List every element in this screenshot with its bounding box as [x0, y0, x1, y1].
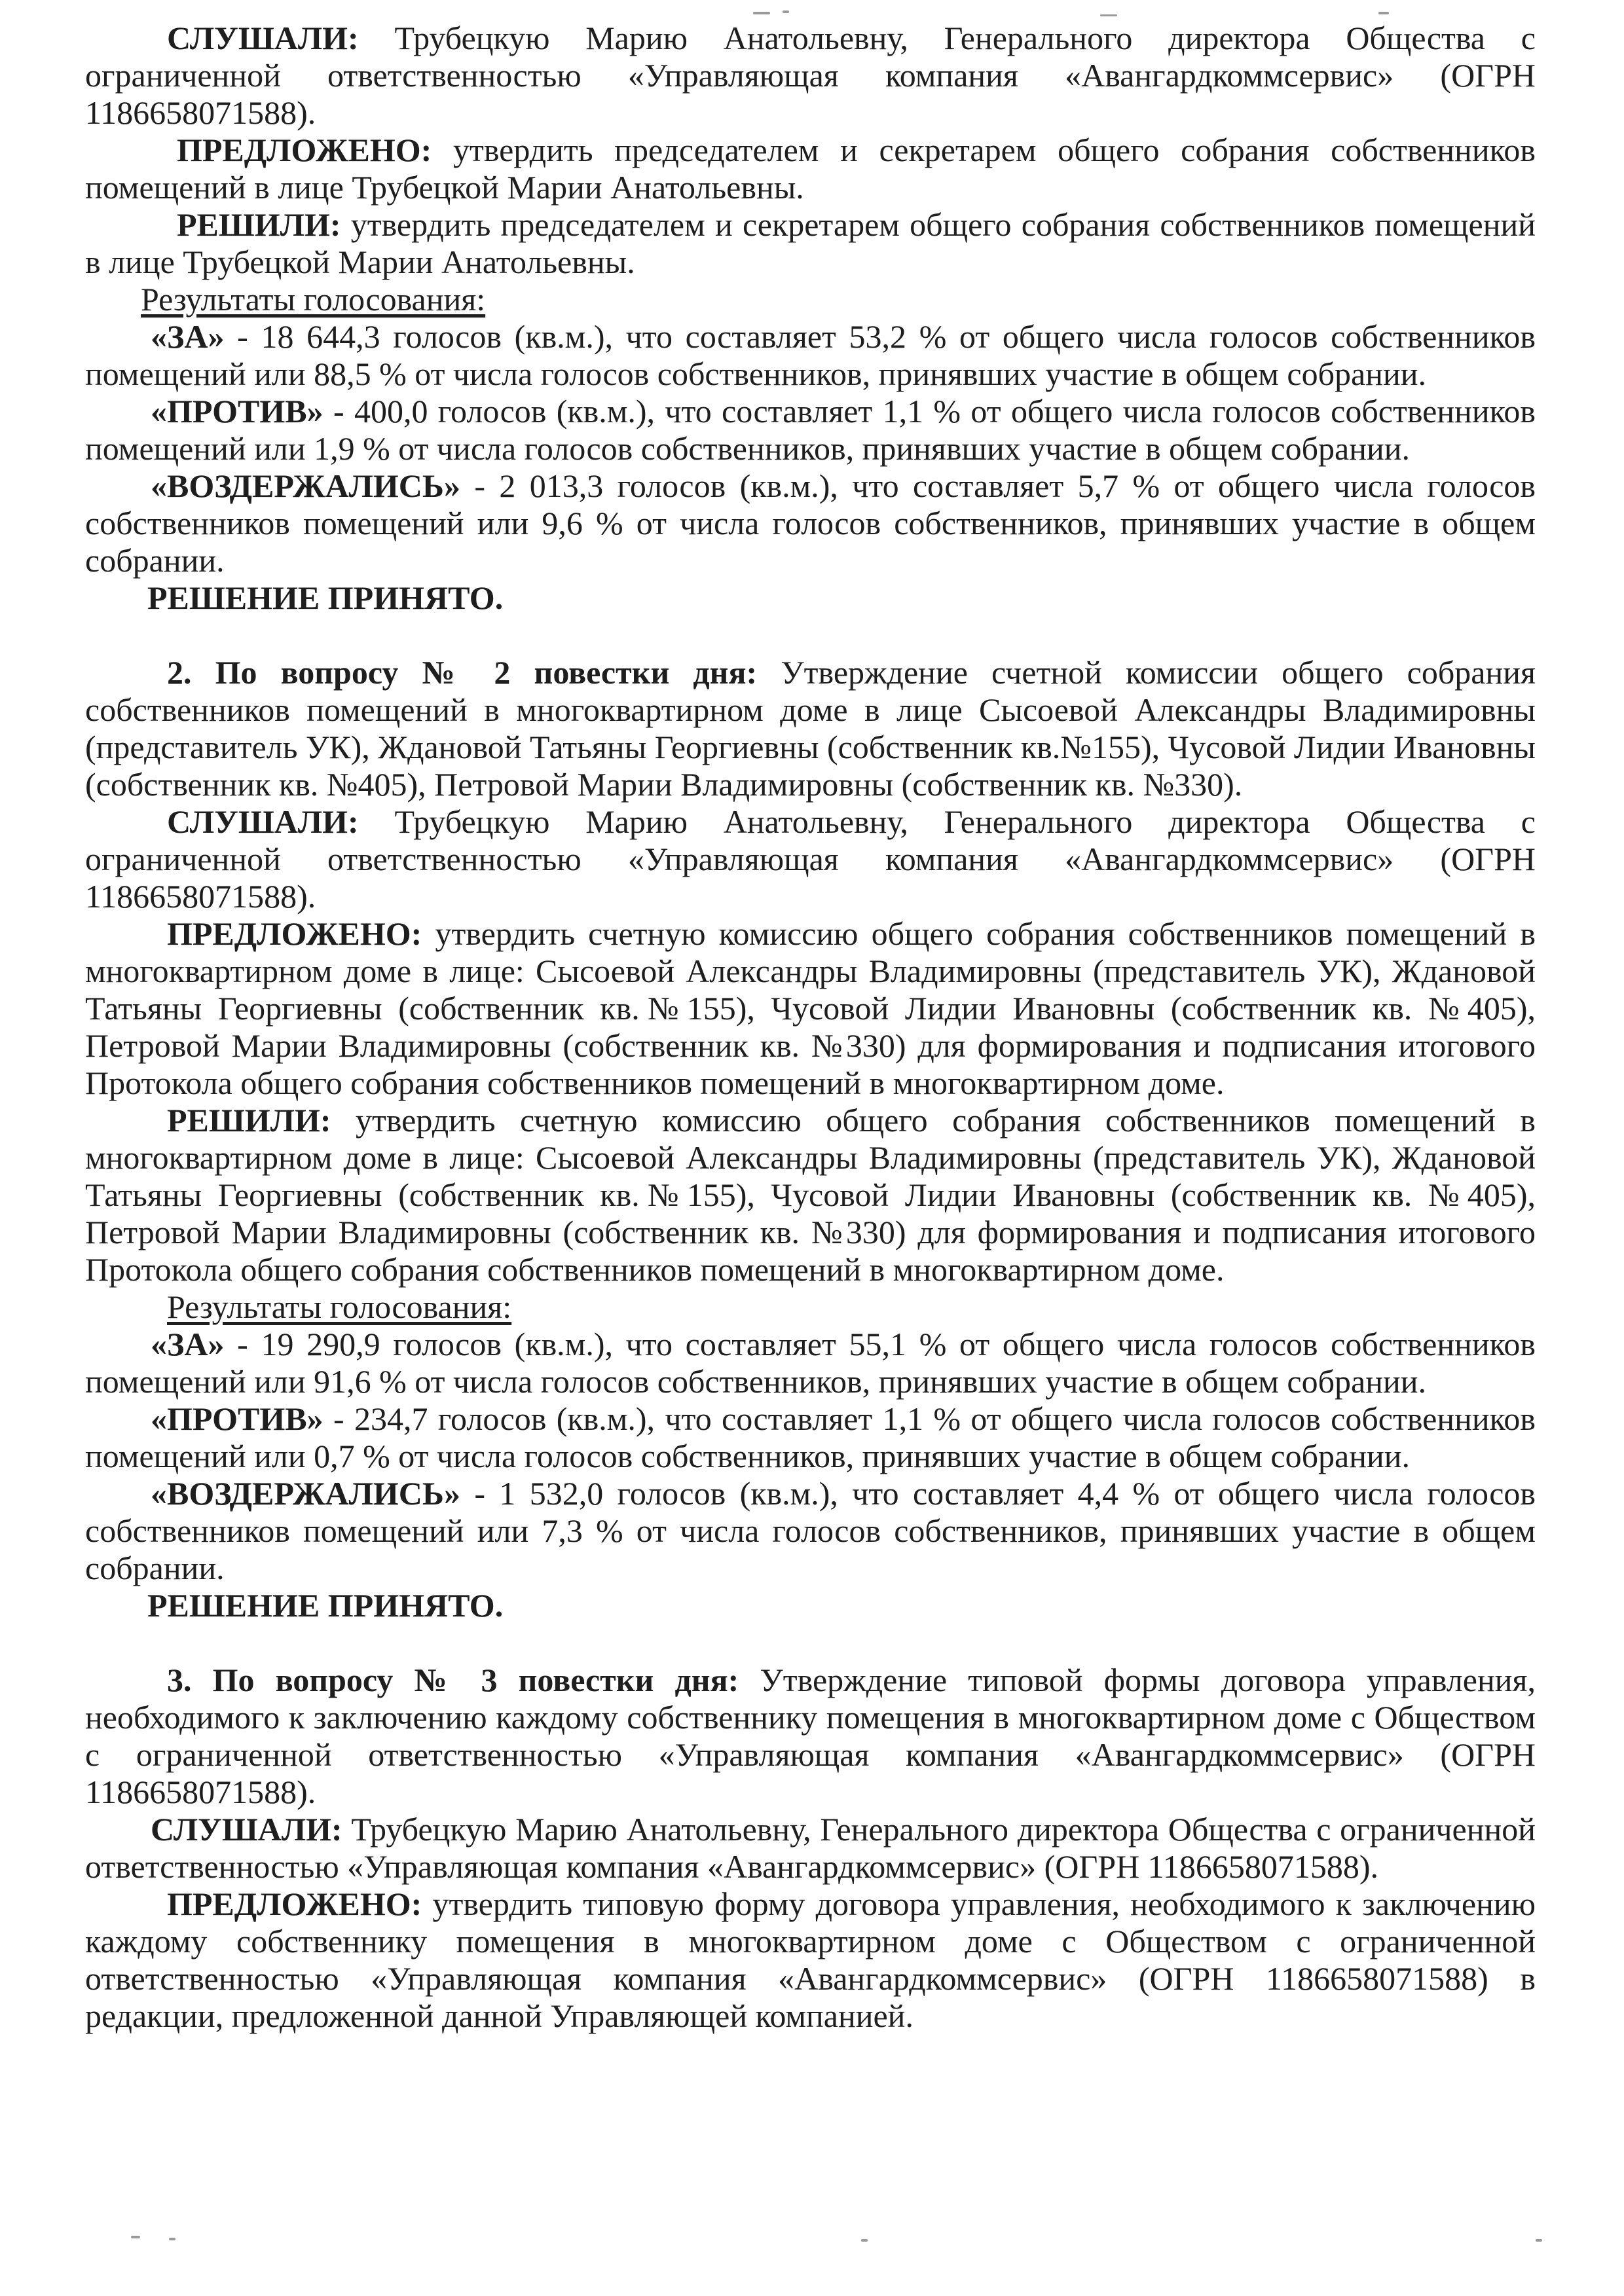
scan-speck: [1378, 12, 1389, 14]
q2-proposed-text: утвердить счетную комиссию общего собрания собственников помещений в многоквартирном доме в лице: Сысоевой Александры Владимировны (представитель УК), Ждановой Татьяны Георгиевны (собственник кв.№155), Чусовой Лидии Ивановны (собственник кв. №405), Петровой Марии Владимировны (собственник кв. №330) для формирования и подписания итогового Протокола общего собрания собственников помещений в многоквартирном доме.: [85, 915, 1536, 1101]
q2-vote-against-text: - 234,7 голосов (кв.м.), что составляет 1,1 % от общего числа голосов собственников помещений или 0,7 % от числа голосов собственников, принявших участие в общем собрании.: [85, 1400, 1536, 1474]
q2-proposed-label: ПРЕДЛОЖЕНО:: [167, 915, 422, 952]
scan-speck: [753, 12, 770, 14]
q3-heard: [85, 1811, 1536, 1886]
q1-vote-for-text: - 18 644,3 голосов (кв.м.), что составляет 53,2 % от общего числа голосов собственников помещений или 88,5 % от числа голосов собственников, принявших участие в общем собрании.: [85, 318, 1536, 392]
scan-speck: [1536, 2239, 1542, 2242]
q1-vote-against-label: «ПРОТИВ»: [151, 393, 323, 429]
q3-title-text: Утверждение типовой формы договора управления, необходимого к заключению каждому собственнику помещения в многоквартирном доме с Обществом с ограниченной ответственностью «Управляющая компания «Авангардкоммсервис» (ОГРН 1186658071588).: [85, 1662, 1536, 1810]
q2-vote-against-label: «ПРОТИВ»: [151, 1400, 323, 1437]
q3-heard-label: СЛУШАЛИ:: [151, 1811, 342, 1848]
scan-speck: [169, 2238, 175, 2240]
q3-proposed: [85, 1886, 1536, 2035]
q1-vote-against-text: - 400,0 голосов (кв.м.), что составляет 1,1 % от общего числа голосов собственников помещений или 1,9 % от числа голосов собственников, принявших участие в общем собрании.: [85, 393, 1536, 467]
q2-title-text: Утверждение счетной комиссии общего собрания собственников помещений в многоквартирном доме в лице Сысоевой Александры Владимировны (представитель УК), Ждановой Татьяны Георгиевны (собственник кв.№155), Чусовой Лидии Ивановны (собственник кв. №405), Петровой Марии Владимировны (собственник кв. №330).: [85, 654, 1536, 803]
q2-vote-for-label: «ЗА»: [151, 1326, 225, 1362]
q1-proposed-label: ПРЕДЛОЖЕНО:: [177, 132, 432, 168]
q2-vote-for-text: - 19 290,9 голосов (кв.м.), что составляет 55,1 % от общего числа голосов собственников помещений или 91,6 % от числа голосов собственников, принявших участие в общем собрании.: [85, 1326, 1536, 1400]
q2-decided-text: утвердить счетную комиссию общего собрания собственников помещений в многоквартирном доме в лице: Сысоевой Александры Владимировны (представитель УК), Ждановой Татьяны Георгиевны (собственник кв.№155), Чусовой Лидии Ивановны (собственник кв. №405), Петровой Марии Владимировны (собственник кв. №330) для формирования и подписания итогового Протокола общего собрания собственников помещений в многоквартирном доме.: [85, 1102, 1536, 1288]
q1-vote-against: [85, 393, 1536, 467]
q1-vote-abstain: [85, 467, 1536, 579]
q1-vote-abstain-label: «ВОЗДЕРЖАЛИСЬ»: [151, 467, 460, 504]
q1-proposed-text: утвердить председателем и секретарем общего собрания собственников помещений в лице Трубецкой Марии Анатольевны.: [85, 132, 1536, 206]
q2-vote-abstain-text: - 1 532,0 голосов (кв.м.), что составляет 4,4 % от общего числа голосов собственников помещений или 7,3 % от числа голосов собственников, принявших участие в общем собрании.: [85, 1475, 1536, 1586]
scan-speck: [783, 10, 789, 13]
q2-proposed: [85, 915, 1536, 1102]
q3-heard-text: Трубецкую Марию Анатольевну, Генерального директора Общества с ограниченной ответственностью «Управляющая компания «Авангардкоммсервис» (ОГРН 1186658071588).: [85, 1811, 1536, 1885]
scan-speck: [861, 2239, 868, 2242]
q2-vote-abstain-label: «ВОЗДЕРЖАЛИСЬ»: [151, 1475, 460, 1512]
q2-decided: [85, 1102, 1536, 1288]
section-gap: [85, 1624, 1536, 1662]
section-gap: [85, 617, 1536, 654]
q1-results-title: Результаты голосования:: [141, 281, 486, 318]
q2-heard: [85, 803, 1536, 915]
q2-decided-label: РЕШИЛИ:: [167, 1102, 331, 1139]
q1-heard-text: Трубецкую Марию Анатольевну, Генерального директора Общества с ограниченной ответственностью «Управляющая компания «Авангардкоммсервис» (ОГРН 1186658071588).: [85, 20, 1536, 131]
q3-title: [85, 1662, 1536, 1811]
q1-proposed: [85, 132, 1536, 206]
q2-vote-for: [85, 1326, 1536, 1400]
q1-decided-label: РЕШИЛИ:: [177, 206, 341, 243]
q3-proposed-label: ПРЕДЛОЖЕНО:: [167, 1886, 422, 1922]
scan-speck: [131, 2236, 140, 2238]
q2-title-label: 2. По вопросу № 2 повестки дня:: [167, 654, 758, 691]
protocol-page: [85, 20, 1536, 2035]
q1-vote-abstain-text: - 2 013,3 голосов (кв.м.), что составляет 5,7 % от общего числа голосов собственников помещений или 9,6 % от числа голосов собственников, принявших участие в общем собрании.: [85, 467, 1536, 579]
q2-results-title: Результаты голосования:: [167, 1288, 512, 1325]
scan-speck: [1100, 14, 1117, 16]
q1-vote-for-label: «ЗА»: [151, 318, 225, 355]
q3-proposed-text: утвердить типовую форму договора управления, необходимого к заключению каждому собственнику помещения в многоквартирном доме с Обществом с ограниченной ответственностью «Управляющая компания «Авангардкоммсервис» (ОГРН 1186658071588) в редакции, предложенной данной Управляющей компанией.: [85, 1886, 1536, 2034]
q1-decision-accepted: РЕШЕНИЕ ПРИНЯТО.: [147, 579, 504, 616]
q2-vote-against: [85, 1400, 1536, 1475]
q1-heard: [85, 20, 1536, 132]
q1-decided-text: утвердить председателем и секретарем общего собрания собственников помещений в лице Трубецкой Марии Анатольевны.: [85, 206, 1536, 280]
q1-vote-for: [85, 318, 1536, 393]
q2-heard-label: СЛУШАЛИ:: [167, 803, 359, 840]
q2-heard-text: Трубецкую Марию Анатольевну, Генерального директора Общества с ограниченной ответственностью «Управляющая компания «Авангардкоммсервис» (ОГРН 1186658071588).: [85, 803, 1536, 915]
q2-decision-accepted: РЕШЕНИЕ ПРИНЯТО.: [147, 1587, 504, 1624]
q1-decided: [85, 206, 1536, 281]
q3-title-label: 3. По вопросу № 3 повестки дня:: [167, 1662, 739, 1698]
q2-title: [85, 654, 1536, 803]
q2-vote-abstain: [85, 1475, 1536, 1587]
q1-heard-label: СЛУШАЛИ:: [167, 20, 359, 56]
